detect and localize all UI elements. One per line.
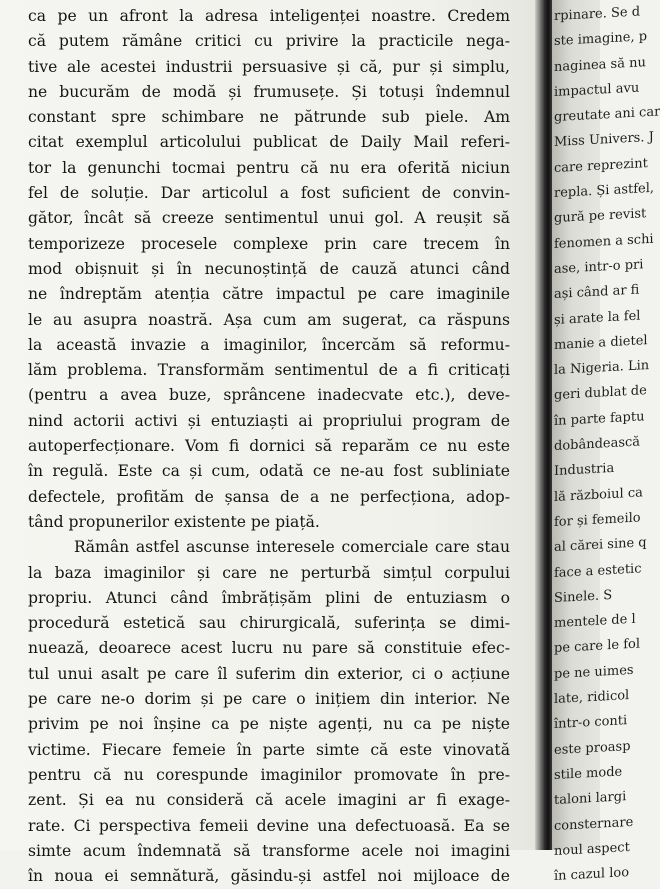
text-line: constant spre schimbare ne pătrunde sub piele. Am [28, 108, 510, 127]
facing-text-line: gură pe revist [554, 206, 647, 227]
facing-text-line: for și femeilo [554, 510, 641, 530]
facing-text-line: repla. Și astfel, [554, 180, 655, 202]
text-line: temporizeze procesele complexe prin care trecem în [28, 234, 510, 253]
text-line: tive ale acestei industrii persuasive și că, pur și simplu, [28, 57, 510, 76]
text-line: mod obișnuit și în necunoștință de cauză atunci când [28, 259, 510, 278]
text-line: ne îndreptăm atenția către impactul pe care imaginile [28, 285, 510, 304]
text-line: pentru că nu corespunde imaginilor promovate în pre- [28, 765, 510, 784]
text-line: pe care ne-o dorim și pe care o inițiem din interior. Ne [28, 690, 510, 709]
facing-text-line: la Nigeria. Lin [554, 358, 650, 379]
text-line: că putem rămâne critici cu privire la practicile nega- [28, 32, 510, 51]
text-line: (pentru a avea buze, sprâncene inadecvate etc.), deve- [28, 386, 510, 405]
facing-text-line: pe ne uimes [554, 662, 634, 682]
text-line: defectele, profităm de șansa de a ne perfecționa, adop- [28, 487, 510, 506]
text-line: Rămân astfel ascunse interesele comerciale care stau [74, 538, 510, 557]
text-line: autoperfecționare. Vom fi dornici să reparăm ce nu este [28, 437, 510, 456]
text-line: în regulă. Este ca și cum, odată ce ne-au fost subliniate [28, 462, 510, 481]
facing-text-line: geri dublat de [554, 383, 647, 404]
facing-text-line: Sinele. S [554, 587, 613, 606]
text-line: ca pe un afront la adresa inteligenței noastre. Credem [28, 7, 510, 25]
facing-text-line: este proasp [554, 738, 631, 758]
facing-text-line: ase, intr-o pri [554, 257, 644, 277]
text-line: tor la genunchi tocmai pentru că nu era oferită niciun [28, 158, 510, 177]
facing-text-line: Miss Univers. J [554, 130, 654, 151]
text-line: tând propunerilor existente pe piață. [28, 512, 320, 531]
text-line: privim pe noi înșine ca pe niște agenți, nu ca pe niște [28, 715, 510, 734]
facing-text-line: mentele de l [554, 611, 636, 632]
facing-text-line: pe care le fol [554, 636, 640, 657]
text-line: la baza imaginilor și care ne perturbă simțul corpului [28, 563, 510, 582]
text-line: procedură estetică sau chirurgicală, suferința se dimi- [28, 614, 510, 633]
text-line: la această invazie a imaginilor, încercăm să reformu- [28, 335, 510, 354]
facing-text-line: ași când ar fi [554, 282, 640, 303]
facing-text-line: manie a dietel [554, 332, 648, 353]
body-text [28, 4, 510, 889]
facing-text-line: impactul avu [554, 80, 640, 100]
facing-text-line: nagineа să nu [554, 54, 646, 75]
facing-text-line: Industria [554, 461, 615, 480]
text-line: simte acum îndemnată să transforme acele noi imagini [28, 841, 510, 860]
facing-text-line: rpinare. Se d [554, 4, 641, 24]
facing-text-line: care reprezint [554, 155, 648, 176]
text-line: le au asupra noastră. Așa cum am sugerat, ca răspuns [28, 310, 510, 329]
text-line: nind actorii activi și entuziaști ai propriului program de [28, 411, 510, 430]
text-line: rate. Ci perspectiva femeii devine una defectuoasă. Ea se [28, 816, 510, 835]
text-line: în noua ei semnătură, găsindu-și astfel noi mijloace de [28, 867, 510, 886]
facing-text-line: taloni largi [554, 789, 627, 809]
text-line: zent. Și ea nu consideră că acele imagini ar fi exage- [28, 791, 510, 810]
facing-text-line: late, ridicol [554, 688, 630, 708]
text-line: ne bucurăm de modă și frumusețe. Și totuși îndemnul [28, 82, 510, 101]
text-line: lăm problema. Transformăm sentimentul de a fi criticați [28, 361, 510, 380]
facing-text-line: în cazul loo [554, 865, 630, 885]
facing-page [552, 0, 660, 885]
text-line: propriu. Atunci când îmbrățișăm plini de entuziasm o [28, 588, 510, 607]
facing-text-line: al cărei sine q [554, 535, 647, 556]
facing-text-line: lă războiul ca [554, 484, 643, 505]
facing-text-line: fenomen a schi [554, 231, 654, 252]
text-line: fel de soluție. Dar articolul a fost suficient de convin- [28, 184, 510, 203]
facing-text-line: ste imagine, p [554, 29, 648, 50]
text-line: citat exemplul articolului publicat de Daily Mail referi- [28, 133, 510, 152]
text-line: victime. Fiecare femeie în parte simte că este vinovată [28, 740, 510, 759]
facing-text-line: stile mode [554, 764, 623, 783]
facing-text-line: consternare [554, 814, 634, 834]
facing-text-line: și arate la fel [554, 308, 641, 328]
facing-page-text [554, 0, 660, 889]
facing-text-line: greutate ani car [554, 104, 660, 126]
facing-text-line: face a estetic [554, 560, 642, 581]
text-line: tul unui asalt pe care îl suferim din exterior, ci o acțiune [28, 664, 510, 683]
facing-text-line: în parte faptu [554, 409, 645, 429]
facing-text-line: într-o conti [554, 713, 628, 733]
text-line: gător, încât să creeze sentimentul unui gol. A reușit să [28, 209, 510, 228]
facing-text-line: noul aspect [554, 839, 630, 859]
facing-text-line: dobândească [554, 434, 641, 455]
text-line: nuează, deoarece acest lucru nu pare să constituie efec- [28, 639, 510, 658]
